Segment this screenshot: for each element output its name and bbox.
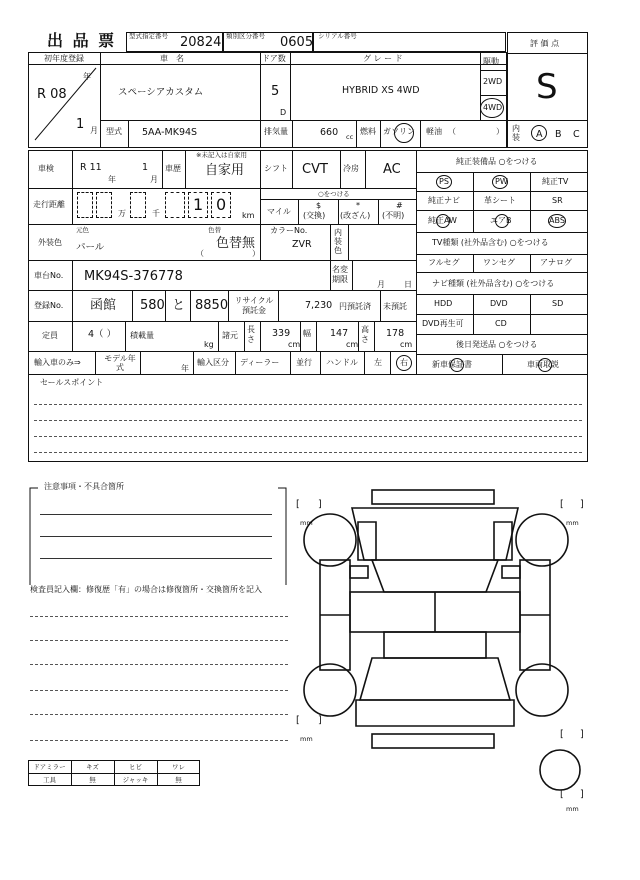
equip-pw: PW — [495, 177, 508, 186]
interior-b: B — [555, 129, 562, 140]
navi-cd: CD — [495, 319, 507, 328]
handle-right: 右 — [400, 358, 408, 367]
fr-bracket-open: [ — [560, 499, 564, 510]
not-deposited: 未預託 — [383, 302, 407, 311]
score-value: S — [536, 67, 558, 107]
model-year-label: モデル年式 — [104, 354, 136, 372]
color-paren-open: （ — [196, 249, 204, 258]
form-title: 出 品 票 — [47, 31, 117, 50]
tampered: (改ざん) — [340, 211, 371, 220]
doors-label: ドア数 — [262, 54, 286, 63]
displacement-label: 排気量 — [264, 127, 288, 136]
import-category-label: 輸入区分 — [197, 358, 229, 367]
caution-label: 注意事項・不具合箇所 — [44, 482, 124, 491]
tv-one: ワンセグ — [483, 258, 515, 267]
color-current: 色替無 — [216, 236, 256, 251]
color-code-label: カラーNo. — [270, 226, 308, 235]
import-year: 年 — [181, 364, 189, 373]
chassis: MK94S-376778 — [84, 269, 183, 284]
legend-v4: 無 — [175, 776, 182, 784]
tampered-mark: * — [356, 201, 360, 210]
legend-h1: ドアミラー — [33, 763, 66, 771]
interior-a: A — [536, 129, 543, 140]
shift-label: シフト — [264, 164, 288, 173]
first-reg-month: 1 — [76, 117, 85, 132]
expiry-month: 月 — [377, 280, 385, 289]
fl-bracket-close: ] — [318, 499, 322, 510]
equip-aw: 純正AW — [428, 216, 457, 225]
color-original: パール — [76, 242, 105, 253]
spare-bracket-open: [ — [560, 789, 564, 800]
capacity-label: 定員 — [42, 331, 58, 340]
class-no-label: 類別区分番号 — [226, 32, 265, 40]
recycle-unit: 円預託済 — [339, 302, 371, 311]
exchange-mark: $ — [316, 201, 322, 210]
equipment-title: 純正装備品 ○をつける — [456, 157, 538, 166]
fr-mm: mm — [566, 519, 579, 527]
navi-title: ナビ種類 (社外品含む) ○をつける — [432, 279, 555, 288]
usage: 自家用 — [205, 163, 245, 178]
grade: HYBRID XS 4WD — [342, 85, 420, 96]
fl-mm: mm — [300, 519, 313, 527]
mileage-label: 走行距離 — [33, 200, 65, 209]
rr-bracket-close: ] — [580, 729, 584, 740]
doors: 5 — [271, 84, 280, 99]
class-no: 0605 — [280, 35, 314, 50]
exchange: (交換) — [303, 211, 326, 220]
later-warranty: 新車保証書 — [432, 360, 472, 369]
expiry-day: 日 — [404, 280, 412, 289]
ac: AC — [383, 162, 401, 177]
inspection-month: 1 — [142, 162, 149, 173]
tv-full: フルセグ — [428, 258, 460, 267]
spare-bracket-close: ] — [580, 789, 584, 800]
fuel-gasoline: ガソリン — [383, 127, 415, 136]
legend-v1: 工具 — [43, 776, 56, 784]
tv-analog: アナログ — [540, 258, 572, 267]
recycle-label: リサイクル預託金 — [234, 296, 274, 315]
capacity: 4（ ） — [88, 329, 117, 340]
unknown: (不明) — [382, 211, 405, 220]
inspector-label: 検査員記入欄：修復歴「有」の場合は修復箇所・交換箇所を記入 — [30, 585, 262, 594]
width: 147 — [330, 328, 349, 339]
inspection-year: 年 — [108, 175, 116, 184]
fuel-paren-open: （ — [448, 127, 456, 136]
navi-sd: SD — [552, 299, 564, 308]
mileage-sen: 千 — [152, 209, 160, 218]
fuel-paren-close: ） — [496, 127, 504, 136]
tv-title: TV種類 (社外品含む) ○をつける — [432, 238, 549, 247]
first-reg-month-mark: 月 — [90, 126, 98, 135]
legend-h3: ヒビ — [129, 763, 142, 771]
later-title: 後日発送品 ○をつける — [456, 340, 538, 349]
import-label: 輸入車のみ⇒ — [34, 358, 81, 367]
reg-area: 函館 — [90, 298, 117, 313]
fl-bracket-open: [ — [296, 499, 300, 510]
color-label: 外装色 — [38, 238, 62, 247]
load-label: 積載量 — [130, 331, 154, 340]
dims-label: 諸元 — [222, 331, 238, 340]
displacement-cc: cc — [346, 133, 354, 141]
legend-v2: 無 — [89, 776, 96, 784]
interior-color-label: 内装色 — [334, 228, 342, 255]
mileage-man: 万 — [118, 209, 126, 218]
legend-h4: ワレ — [172, 763, 185, 771]
load-kg: kg — [204, 340, 214, 349]
width-cm: cm — [346, 340, 359, 349]
equip-navi: 純正ナビ — [428, 196, 460, 205]
fr-bracket-close: ] — [580, 499, 584, 510]
height-cm: cm — [400, 340, 413, 349]
equip-sr: SR — [552, 196, 563, 205]
rr-bracket-open: [ — [560, 729, 564, 740]
handle-left: 左 — [374, 358, 382, 367]
equip-leather: 革シート — [484, 196, 516, 205]
mileage-mile: マイル — [267, 207, 291, 216]
height: 178 — [386, 328, 405, 339]
usage-note: ※未記入は自家用 — [196, 151, 247, 159]
mileage-digit-1: 1 — [193, 195, 204, 214]
height-label: 高さ — [361, 325, 369, 344]
reg-number: 8850 — [195, 298, 229, 313]
mileage-circle-note: ○をつける — [318, 190, 350, 198]
navi-hdd: HDD — [434, 299, 453, 308]
first-reg-era: R 08 — [37, 87, 67, 102]
drive-2wd: 2WD — [483, 77, 503, 86]
model-label: 型式 — [106, 127, 122, 136]
drive-4wd: 4WD — [483, 103, 503, 112]
expiry-label: 名変期限 — [332, 265, 348, 284]
rl-bracket-close: ] — [318, 715, 322, 726]
equip-ps: PS — [439, 177, 449, 186]
displacement: 660 — [320, 127, 339, 138]
legend-v3: ジャッキ — [122, 776, 149, 784]
equip-abs: ABS — [549, 216, 565, 225]
first-reg-label: 初年度登録 — [44, 54, 84, 63]
mileage-digit-2: 0 — [216, 195, 227, 214]
inspection: R 11 — [80, 162, 102, 173]
fuel-diesel: 軽油 — [426, 127, 442, 136]
navi-dvd-play: DVD再生可 — [422, 319, 464, 328]
length-label: 長さ — [247, 325, 255, 344]
rl-bracket-open: [ — [296, 715, 300, 726]
import-dealer: ディーラー — [240, 358, 280, 367]
rl-mm: mm — [300, 735, 313, 743]
color-paren-close: ） — [252, 249, 260, 258]
grade-label: グ レ ー ド — [363, 54, 403, 63]
spare-mm: mm — [566, 805, 579, 813]
first-reg-year-mark: 年 — [83, 72, 91, 81]
score-label: 評 価 点 — [530, 39, 560, 48]
unknown-mark: # — [396, 201, 403, 210]
equip-airbag: エアB — [490, 216, 512, 225]
interior-label: 内装 — [512, 124, 520, 142]
reg-class: 580 — [140, 298, 165, 313]
navi-dvd: DVD — [490, 299, 508, 308]
color-code: ZVR — [292, 239, 312, 250]
doors-sub: D — [280, 108, 287, 117]
reg-kana: と — [172, 298, 186, 313]
registration-label: 登録No. — [34, 301, 64, 310]
serial-label: シリアル番号 — [318, 32, 357, 40]
inspection-month-mark: 月 — [150, 175, 158, 184]
width-label: 幅 — [303, 329, 311, 338]
inspection-label: 車検 — [38, 164, 54, 173]
ac-label: 冷房 — [343, 164, 359, 173]
chassis-label: 車台No. — [34, 271, 64, 280]
car-name-label: 車 名 — [160, 54, 184, 63]
usage-label: 車歴 — [165, 164, 181, 173]
recycle: 7,230 — [305, 300, 333, 311]
color-original-label: 元色 — [76, 226, 89, 234]
type-no: 20824 — [180, 35, 222, 50]
car-name: スペーシアカスタム — [118, 87, 204, 98]
shift: CVT — [302, 162, 328, 177]
fuel-label: 燃料 — [360, 127, 376, 136]
later-manual: 車両取説 — [527, 360, 559, 369]
length: 339 — [272, 328, 291, 339]
handle-label: ハンドル — [326, 358, 358, 367]
equip-tv: 純正TV — [542, 177, 569, 186]
mileage-km: km — [242, 211, 255, 220]
sales-point-label: セールスポイント — [40, 378, 104, 387]
color-current-label: 色替 — [208, 226, 221, 234]
model: 5AA-MK94S — [142, 127, 198, 138]
interior-c: C — [573, 129, 580, 140]
legend-h2: キズ — [86, 763, 99, 771]
import-parallel: 並行 — [296, 358, 312, 367]
type-no-label: 型式指定番号 — [129, 32, 168, 40]
drive-label: 駆動 — [483, 57, 499, 66]
length-cm: cm — [288, 340, 301, 349]
